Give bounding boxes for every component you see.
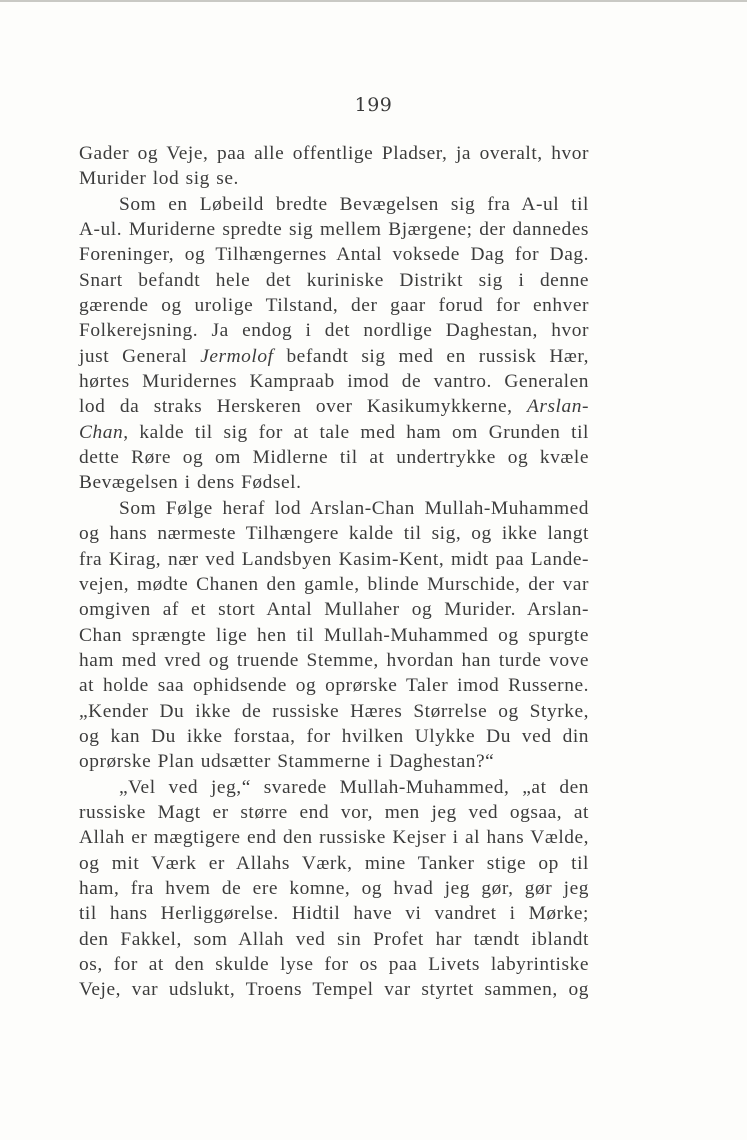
text-line: Allah er mægtigere end den russiske Kejser i al hans Vælde, <box>79 827 590 849</box>
text-segment: befandt sig med en russisk Hær, <box>273 345 589 367</box>
text-line: og hans nærmeste Tilhængere kalde til sig, og ikke langt <box>79 523 589 545</box>
text-line: os, for at den skulde lyse for os paa Livets labyrintiske <box>79 954 589 975</box>
text-line: fra Kirag, nær ved Landsbyen Kasim-Kent, midt paa Lande- <box>79 548 589 570</box>
text-line: russiske Magt er større end vor, men jeg ved ogsaa, at <box>79 801 589 823</box>
text-line: Som Følge heraf lod Arslan-Chan Mullah-Muhammed <box>119 497 589 519</box>
text-line: Murider lod sig se. <box>79 168 239 190</box>
text-line: og kan Du ikke forstaa, for hvilken Ulykke Du ved din <box>79 725 589 747</box>
text-line: til hans Herliggørelse. Hidtil have vi vandret i Mørke; <box>79 903 589 925</box>
text-line: Veje, var udslukt, Troens Tempel var styrtet sammen, og <box>79 979 589 1001</box>
text-line: Foreninger, og Tilhængernes Antal voksede Dag for Dag. <box>79 244 589 266</box>
text-line: ham med vred og truende Stemme, hvordan han turde vove <box>79 649 589 671</box>
text-line: Som en Løbeild bredte Bevægelsen sig fra A-ul til <box>119 193 589 215</box>
text-line: „Vel ved jeg,“ svarede Mullah-Muhammed, „at den <box>119 776 589 798</box>
text-line: vejen, mødte Chanen den gamle, blinde Murschide, der var <box>79 573 589 595</box>
text-line: den Fakkel, som Allah ved sin Profet har tændt iblandt <box>79 928 589 950</box>
text-line: Folkerejsning. Ja endog i det nordlige Daghestan, hvor <box>79 320 589 342</box>
text-line: Bevægelsen i dens Fødsel. <box>79 472 302 494</box>
text-line: ham, fra hvem de ere komne, og hvad jeg gør, gør jeg <box>79 877 589 899</box>
italic-name: Jermolof <box>200 345 274 367</box>
text-line: „Kender Du ikke de russiske Hæres Størrelse og Styrke, <box>79 700 589 722</box>
text-line: og mit Værk er Allahs Værk, mine Tanker stige op til <box>79 852 589 874</box>
text-line <box>79 420 589 445</box>
text-line: gærende og urolige Tilstand, der gaar forud for enhver <box>79 295 589 317</box>
text-segment: just General <box>79 345 201 367</box>
text-line: Gader og Veje, paa alle offentlige Pladser, ja overalt, hvor <box>79 143 589 164</box>
text-line: Chan sprængte lige hen til Mullah-Muhammed og spurgte <box>79 624 589 646</box>
text-line: omgiven af et stort Antal Mullaher og Murider. Arslan- <box>79 599 589 621</box>
italic-name: Arslan- <box>526 396 589 418</box>
text-line: A-ul. Muriderne spredte sig mellem Bjærgene; der dannedes <box>79 219 589 241</box>
text-line: at holde saa ophidsende og oprørske Taler imod Russerne. <box>79 675 589 697</box>
text-segment: , kalde til sig for at tale med ham om Grunden til <box>123 421 589 443</box>
italic-name: Chan <box>79 421 124 443</box>
text-line: Snart befandt hele det kuriniske Distrikt sig i denne <box>79 269 589 291</box>
text-line: dette Røre og om Midlerne til at undertrykke og kvæle <box>79 447 589 469</box>
body-text <box>79 141 589 1003</box>
text-line <box>79 394 589 419</box>
text-line <box>79 344 589 369</box>
page-top-edge <box>0 0 747 2</box>
text-line: hørtes Muridernes Kampraab imod de vantro. Generalen <box>79 371 589 393</box>
page-number: 199 <box>354 94 393 116</box>
text-segment: lod da straks Herskeren over Kasikumykkerne, <box>79 396 527 418</box>
text-line: oprørske Plan udsætter Stammerne i Daghestan?“ <box>79 751 495 773</box>
